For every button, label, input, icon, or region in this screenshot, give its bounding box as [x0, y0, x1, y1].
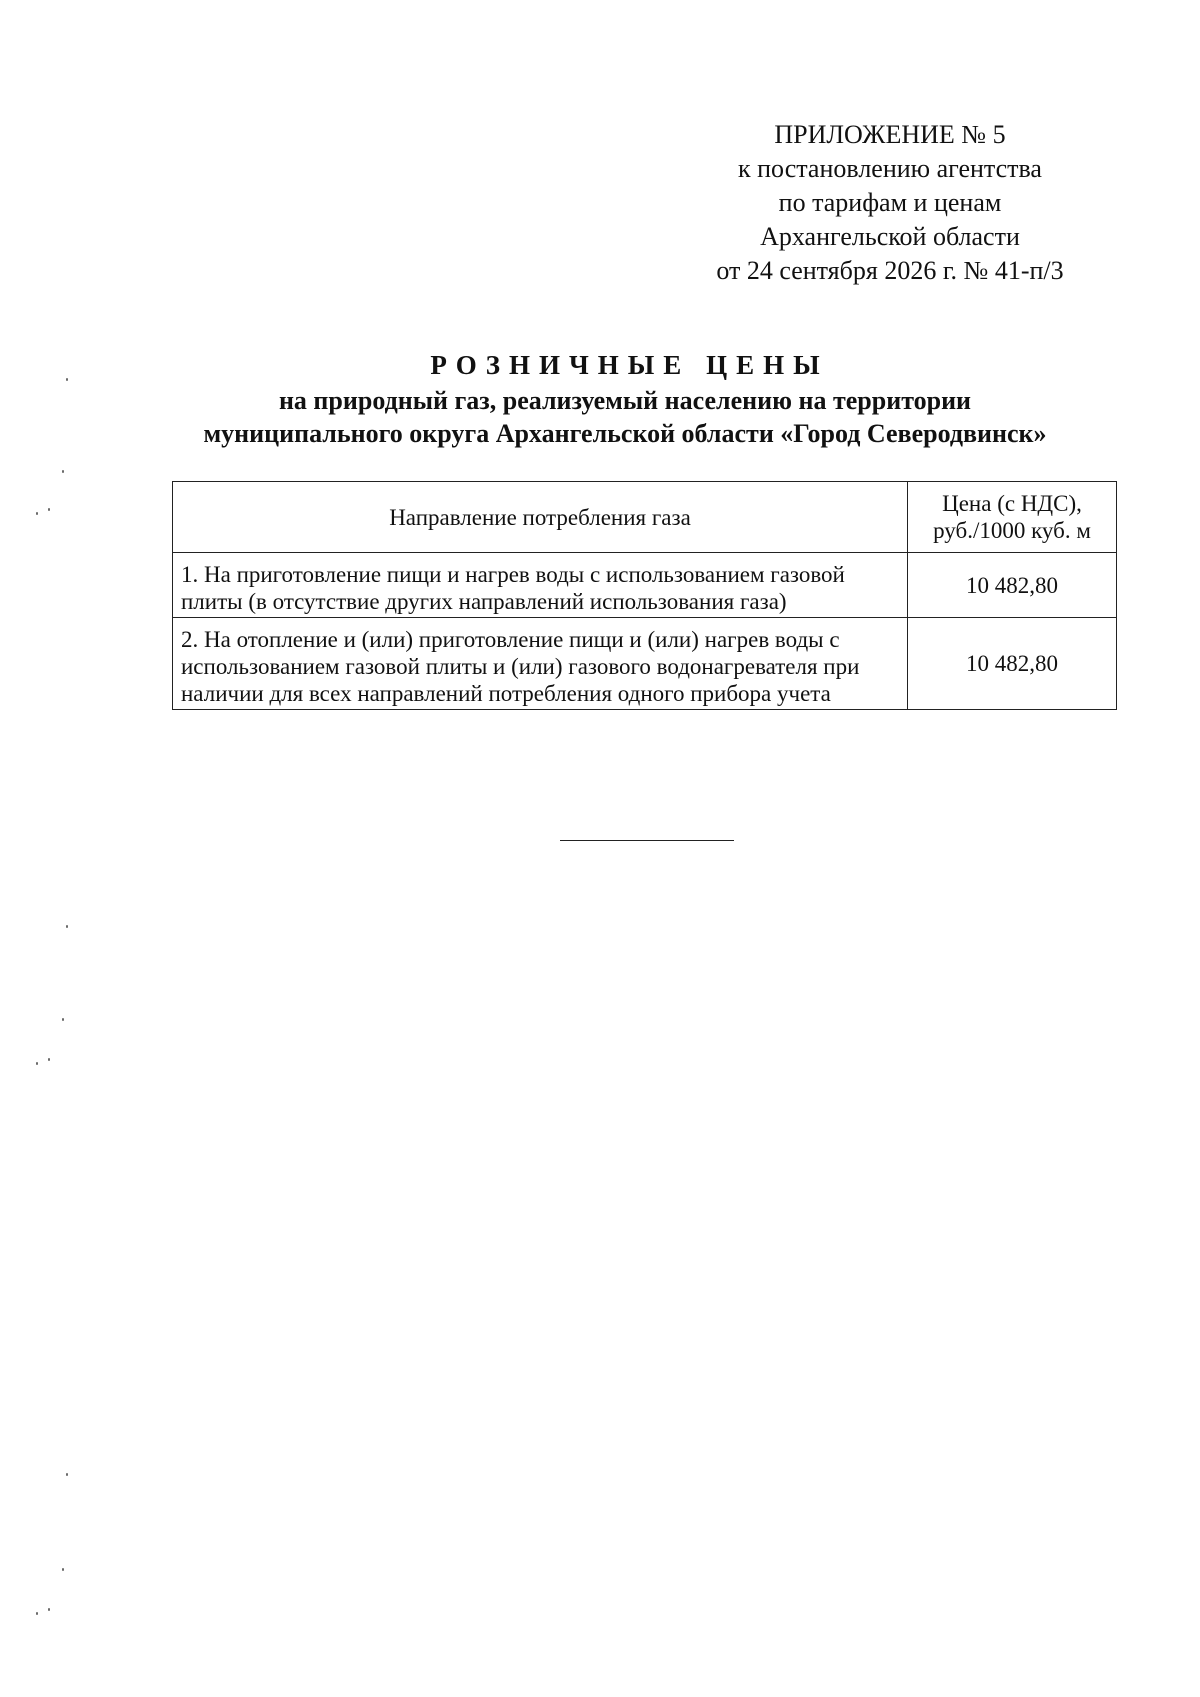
scan-speck — [36, 512, 38, 515]
scan-speck — [62, 470, 64, 473]
table-row — [173, 553, 1117, 618]
column-header-price-line-2: руб./1000 куб. м — [933, 518, 1091, 543]
annex-reference: к постановлению агентства — [738, 154, 1042, 183]
scan-speck — [62, 1018, 64, 1021]
price-table — [172, 481, 1117, 710]
annex-date-number: от 24 сентября 2026 г. № 41-п/3 — [716, 256, 1064, 285]
document-subtitle-line-2: муниципального округа Архангельской области «Город Северодвинск» — [203, 419, 1047, 448]
annex-region: Архангельской области — [760, 222, 1020, 251]
document-title: РОЗНИЧНЫЕ ЦЕНЫ — [430, 350, 829, 380]
scan-speck — [48, 1058, 50, 1061]
row-2-price: 10 482,80 — [908, 618, 1117, 710]
row-1-price: 10 482,80 — [908, 553, 1117, 618]
scan-speck — [66, 925, 68, 928]
scan-speck — [48, 1608, 50, 1611]
scan-speck — [36, 1062, 38, 1065]
annex-header — [700, 118, 1080, 288]
scan-speck — [66, 1473, 68, 1476]
annex-agency: по тарифам и ценам — [778, 188, 1002, 217]
scan-speck — [36, 1612, 38, 1615]
end-of-document-rule — [560, 840, 734, 841]
row-2-direction: 2. На отопление и (или) приготовление пищи и (или) нагрев воды с использованием газовой плиты и (или) газового водонагревателя при наличии для всех направлений потребления одного прибора учета — [173, 618, 908, 710]
column-header-price-line-1: Цена (с НДС), — [942, 491, 1082, 516]
column-header-direction: Направление потребления газа — [173, 482, 908, 553]
document-title-block — [150, 346, 1100, 450]
row-1-direction: 1. На приготовление пищи и нагрев воды с использованием газовой плиты (в отсутствие других направлений использования газа) — [173, 553, 908, 618]
scan-speck — [62, 1568, 64, 1571]
scan-speck — [66, 378, 68, 381]
column-header-price — [908, 482, 1117, 553]
document-subtitle-line-1: на природный газ, реализуемый населению на территории — [278, 386, 972, 415]
table-row — [173, 618, 1117, 710]
scan-speck — [48, 508, 50, 511]
annex-number: ПРИЛОЖЕНИЕ № 5 — [774, 120, 1006, 149]
table-header-row — [173, 482, 1117, 553]
